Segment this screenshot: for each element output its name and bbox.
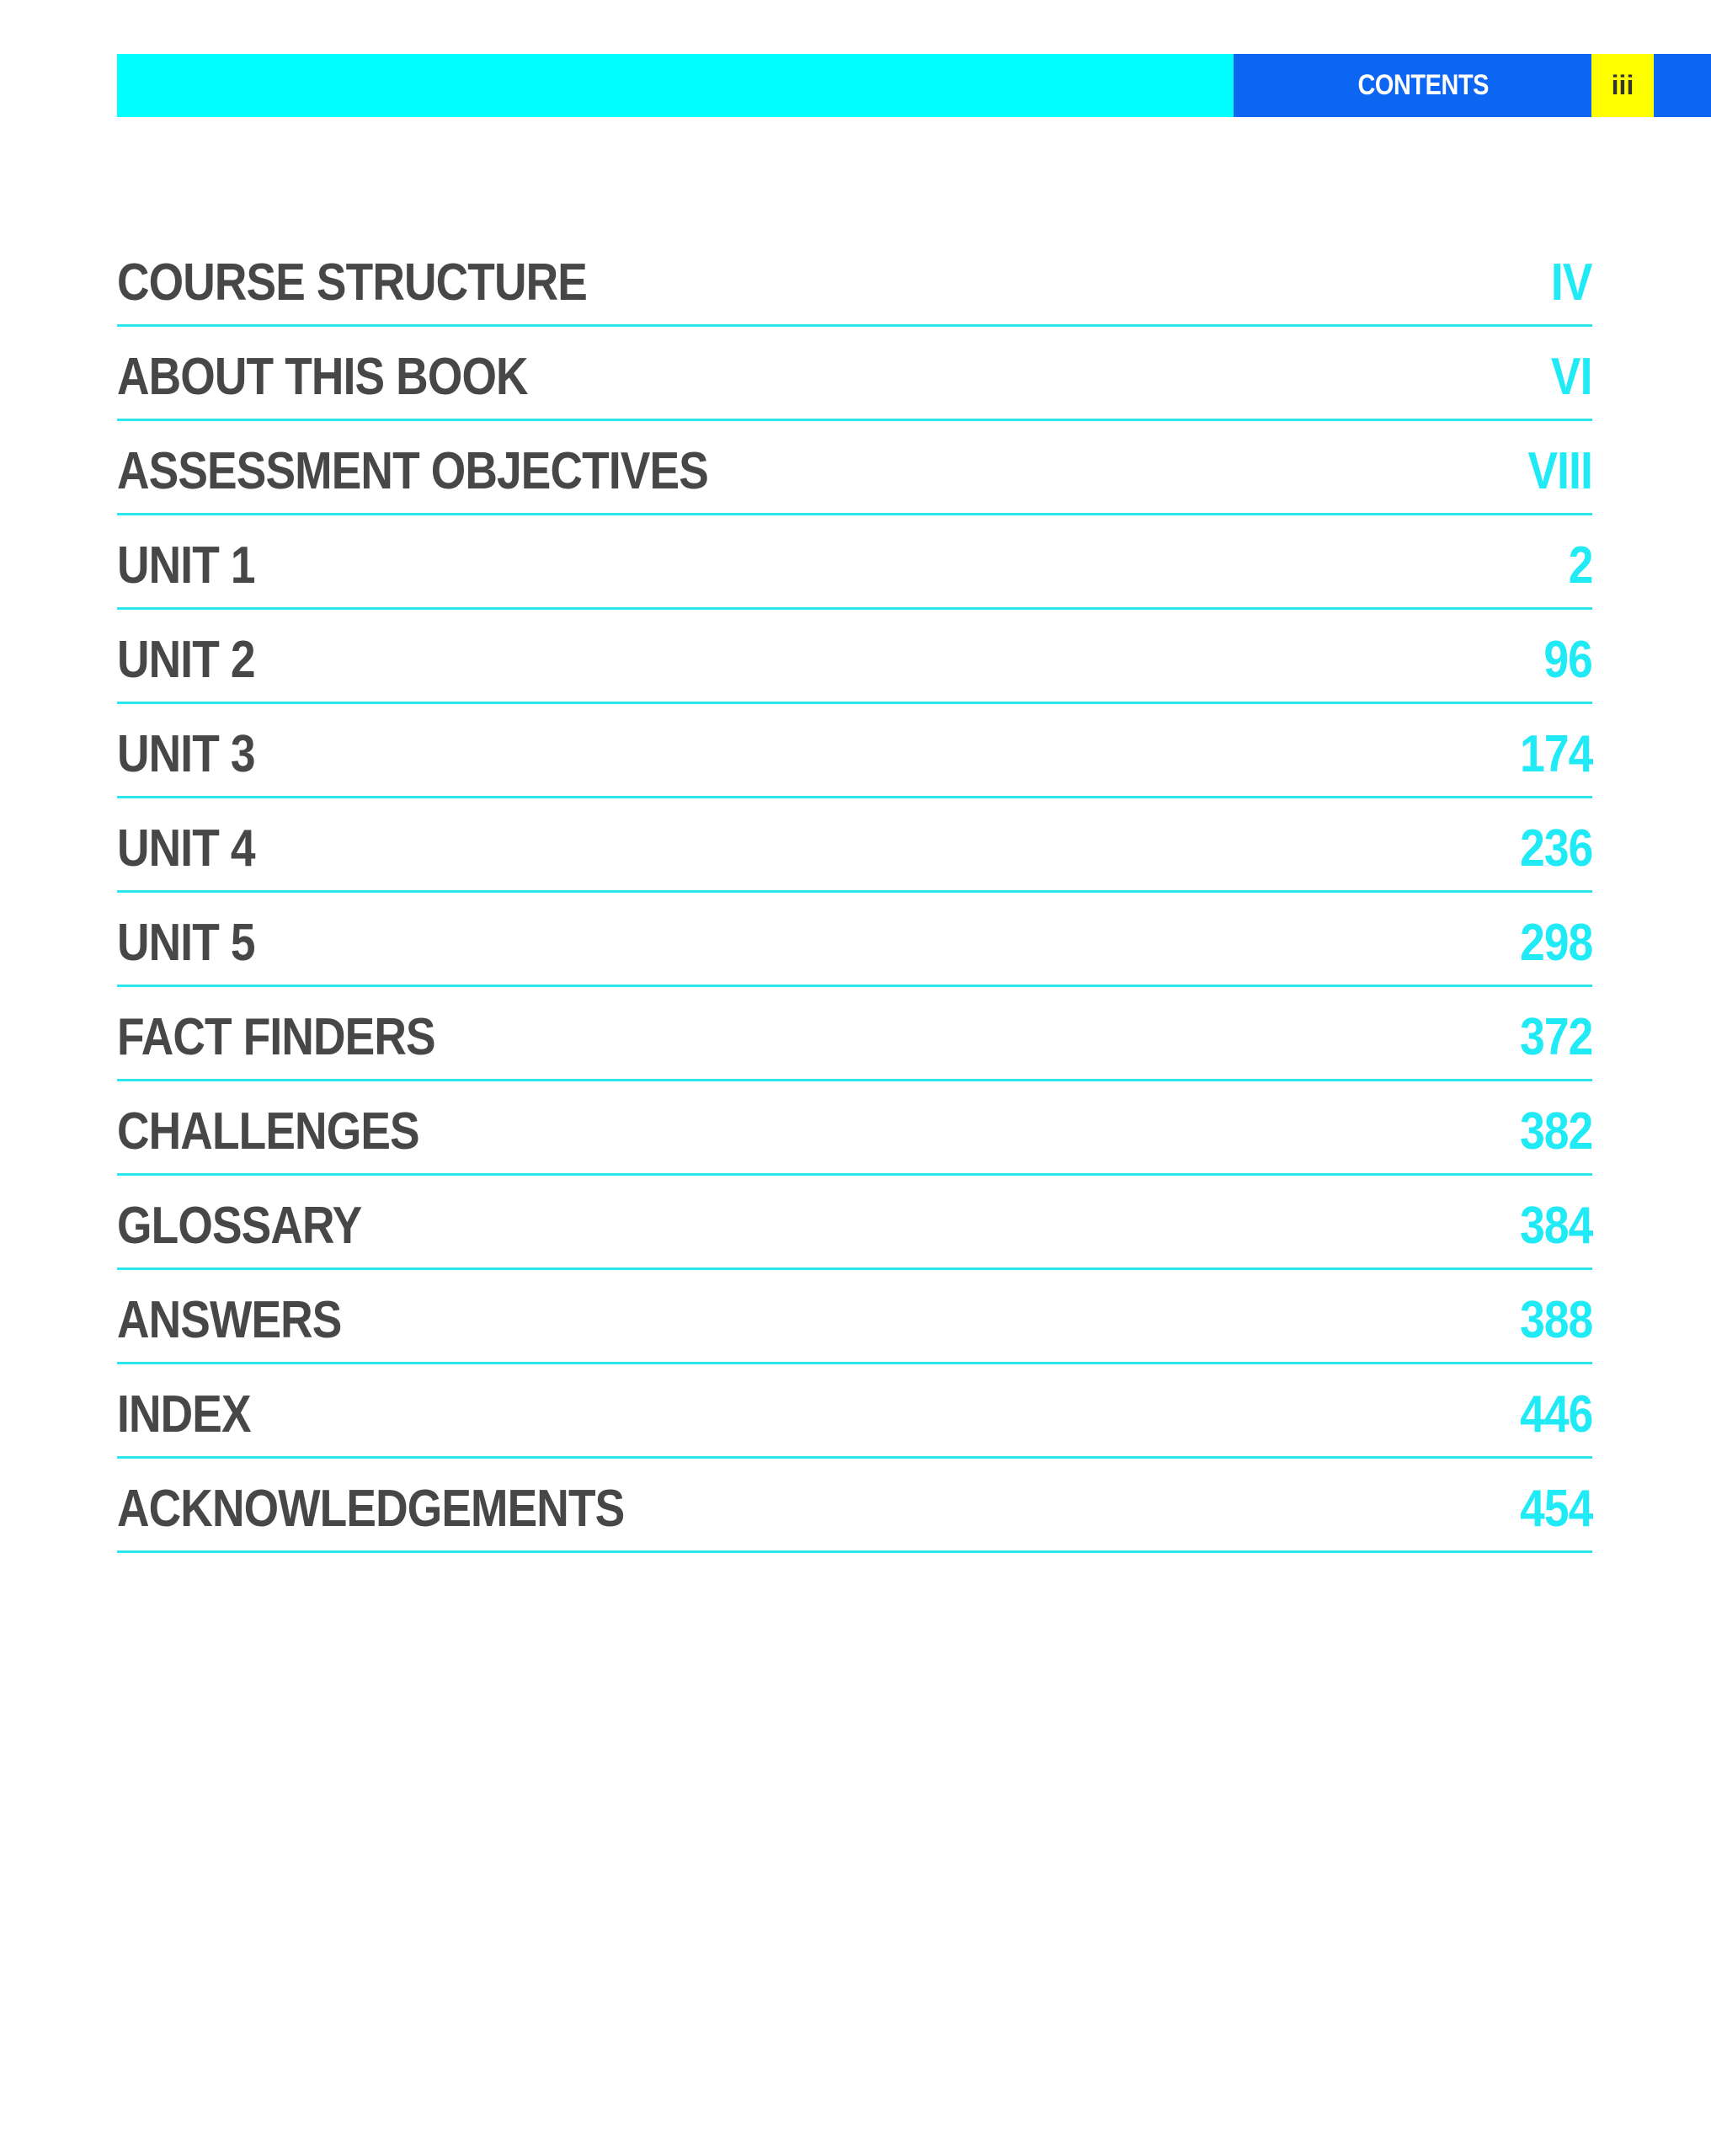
toc-entry-course-structure[interactable]	[117, 232, 1592, 327]
toc-entry-unit-2[interactable]	[117, 610, 1592, 704]
toc-entry-page: 454	[1519, 1480, 1592, 1538]
toc-entry-page: 372	[1519, 1008, 1592, 1066]
toc-entry-page: 236	[1519, 819, 1592, 878]
toc-entry-title: ABOUT THIS BOOK	[117, 348, 528, 406]
toc-entry-unit-1[interactable]	[117, 515, 1592, 610]
toc-entry-title: FACT FINDERS	[117, 1008, 435, 1066]
header-section-label: CONTENTS	[1357, 69, 1490, 101]
header-blue-tail	[1654, 54, 1711, 117]
toc-entry-answers[interactable]	[117, 1270, 1592, 1364]
header-page-number: iii	[1611, 70, 1634, 100]
toc-entry-page: IV	[1551, 253, 1592, 312]
toc-entry-page: 298	[1519, 914, 1592, 972]
toc-entry-title: UNIT 4	[117, 819, 255, 878]
toc-entry-page: 384	[1519, 1197, 1592, 1255]
toc-entry-title: ANSWERS	[117, 1291, 342, 1349]
toc-entry-page: 382	[1519, 1102, 1592, 1161]
header-page-block	[1591, 54, 1654, 117]
toc-entry-title: ASSESSMENT OBJECTIVES	[117, 442, 708, 500]
toc-entry-title: UNIT 2	[117, 631, 255, 689]
toc-entry-assessment-objectives[interactable]	[117, 421, 1592, 515]
header-section-block	[1234, 54, 1591, 117]
toc-entry-fact-finders[interactable]	[117, 987, 1592, 1081]
toc-entry-page: VIII	[1527, 442, 1592, 500]
toc-entry-page: 174	[1519, 725, 1592, 783]
toc-entry-title: INDEX	[117, 1385, 251, 1444]
toc-entry-title: GLOSSARY	[117, 1197, 362, 1255]
toc-entry-page: 388	[1519, 1291, 1592, 1349]
table-of-contents	[117, 232, 1592, 1553]
toc-entry-title: CHALLENGES	[117, 1102, 419, 1161]
toc-entry-title: ACKNOWLEDGEMENTS	[117, 1480, 625, 1538]
toc-entry-title: UNIT 1	[117, 536, 255, 595]
toc-entry-title: UNIT 5	[117, 914, 255, 972]
header-cyan-band	[117, 54, 1234, 117]
toc-entry-page: 96	[1543, 631, 1592, 689]
header-bar	[117, 54, 1711, 117]
toc-entry-challenges[interactable]	[117, 1081, 1592, 1176]
toc-entry-unit-4[interactable]	[117, 798, 1592, 893]
toc-entry-page: 2	[1568, 536, 1592, 595]
toc-entry-page: VI	[1551, 348, 1592, 406]
toc-entry-unit-3[interactable]	[117, 704, 1592, 798]
toc-entry-index[interactable]	[117, 1364, 1592, 1459]
toc-entry-glossary[interactable]	[117, 1176, 1592, 1270]
toc-entry-title: UNIT 3	[117, 725, 255, 783]
toc-entry-unit-5[interactable]	[117, 893, 1592, 987]
toc-entry-title: COURSE STRUCTURE	[117, 253, 587, 312]
toc-entry-about-this-book[interactable]	[117, 327, 1592, 421]
toc-entry-page: 446	[1519, 1385, 1592, 1444]
toc-entry-acknowledgements[interactable]	[117, 1459, 1592, 1553]
